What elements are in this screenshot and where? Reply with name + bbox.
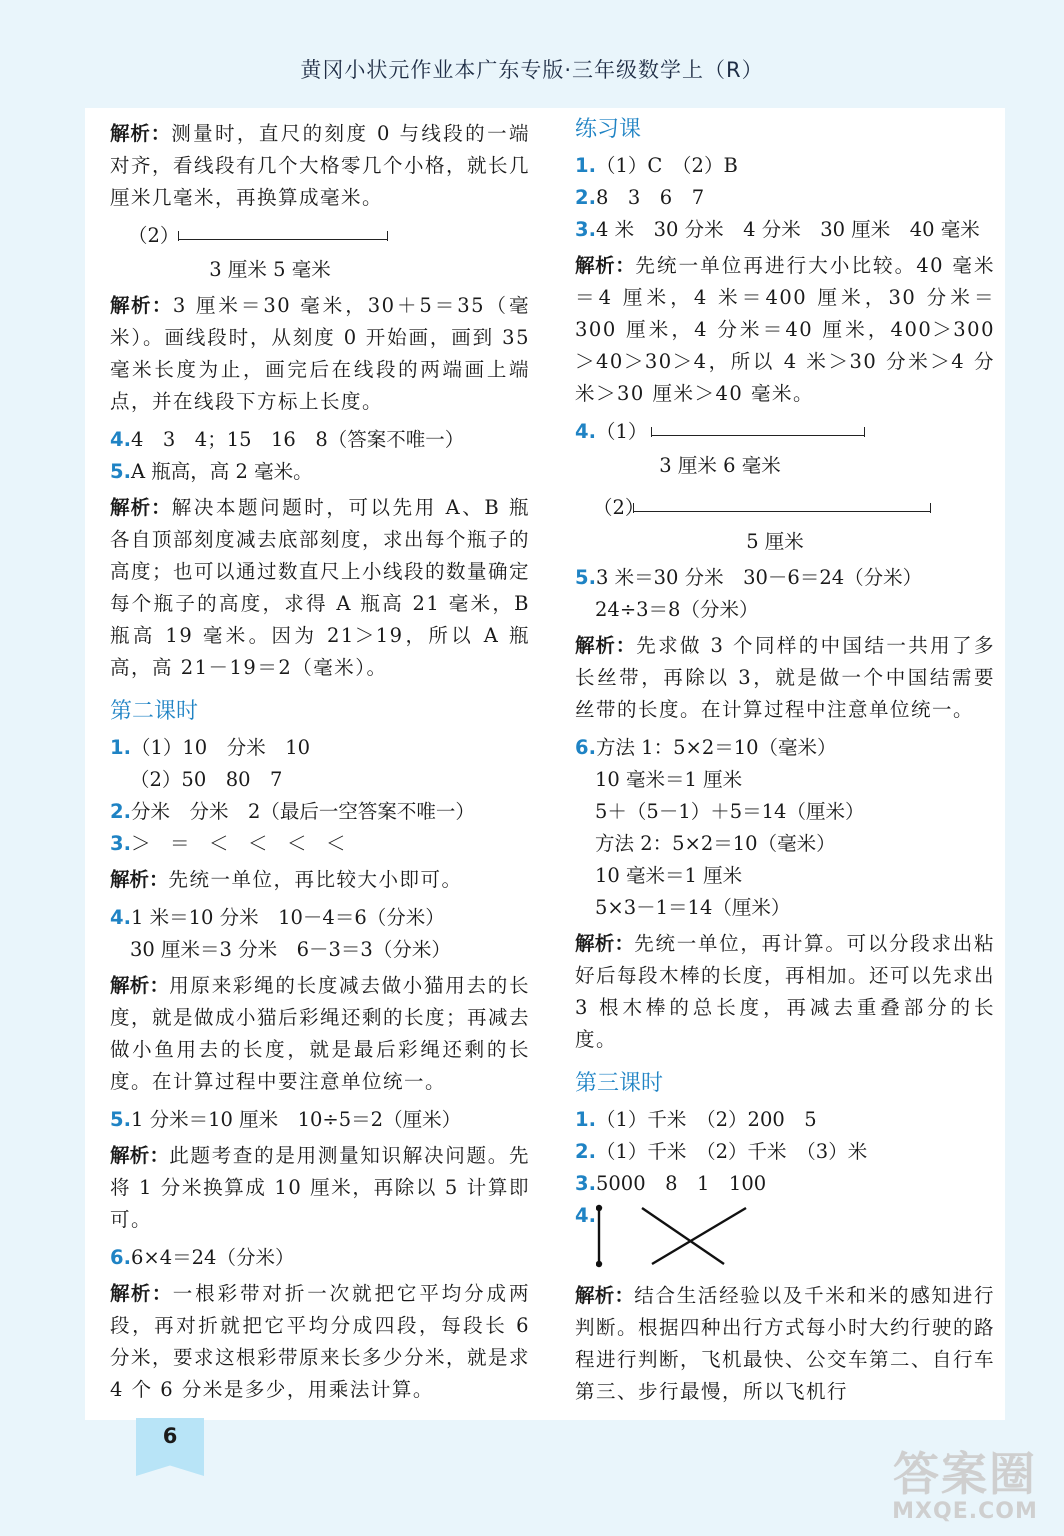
answer-item: [110, 424, 530, 456]
segment-drawing: [575, 492, 995, 524]
answer-item: [575, 562, 995, 594]
question-number: 2.: [575, 186, 596, 209]
question-number: 5.: [110, 1108, 131, 1131]
answer-text: 4 3 4；15 16 8（答案不唯一）: [130, 428, 465, 451]
answer-continuation: 30 厘米＝3 分米 6－3＝3（分米）: [130, 938, 451, 961]
question-number: 4.: [110, 428, 131, 451]
analysis-label: 解析：: [110, 868, 169, 891]
match-line-2: [642, 1208, 724, 1264]
analysis-paragraph: [575, 250, 995, 410]
question-number: 1.: [110, 736, 131, 759]
analysis-text: 用原来彩绳的长度减去做小猫用去的长度，就是做成小猫后彩绳还剩的长度；再减去做小鱼用去的长度，就是最后彩绳还剩的长度。在计算过程中要注意单位统一。: [110, 974, 531, 1093]
question-number: 3.: [575, 1172, 596, 1195]
answer-text: A 瓶高，高 2 毫米。: [130, 460, 313, 483]
question-number: 3.: [110, 832, 131, 855]
line-segment: [651, 425, 865, 439]
answer-continuation: 10 毫米＝1 厘米: [595, 864, 743, 887]
segment-caption: 3 厘米 5 毫米: [209, 258, 331, 281]
analysis-paragraph: [575, 630, 995, 726]
page-number: 6: [162, 1424, 178, 1448]
segment-drawing: [575, 416, 995, 448]
answer-item: [110, 732, 530, 764]
analysis-label: 解析：: [110, 1144, 170, 1167]
analysis-text: 结合生活经验以及千米和米的感知进行判断。根据四种出行方式每小时大约行驶的路程进行判断，飞机最快、公交车第二、自行车第三、步行最慢，所以飞机行: [575, 1284, 996, 1403]
segment-caption: 3 厘米 6 毫米: [659, 454, 781, 477]
answer-item: [110, 1242, 530, 1274]
question-number: 4.: [575, 420, 596, 443]
answer-text: 分米 分米 2（最后一空答案不唯一）: [130, 800, 475, 823]
answer-continuation: 5×3－1＝14（厘米）: [595, 896, 791, 919]
answer-item: [575, 150, 995, 182]
watermark-text: 答案圈: [893, 1447, 1037, 1501]
match-dot: [596, 1261, 602, 1267]
segment-label: （1）: [595, 420, 648, 443]
analysis-text: 先统一单位再进行大小比较。40 毫米＝4 厘米，4 米＝400 厘米，30 分米＝300 厘米，4 分米＝40 厘米，400＞300＞40＞30＞4，所以 4 米＞30 分米＞4 分米＞30 厘米＞40 毫米。: [575, 254, 995, 405]
analysis-paragraph: [110, 864, 530, 896]
segment-label: （2）: [128, 224, 180, 247]
analysis-text: 3 厘米＝30 毫米，30＋5＝35（毫米）。画线段时，从刻度 0 开始画，画到 35 毫米长度为止，画完后在线段的两端画上端点，并在线段下方标上长度。: [110, 294, 530, 413]
watermark-logo: [880, 1448, 1050, 1528]
match-line-3: [652, 1208, 746, 1264]
analysis-paragraph: [110, 1140, 530, 1236]
analysis-label: 解析：: [110, 122, 172, 145]
page-header-title: 黄冈小状元作业本广东专版·三年级数学上（R）: [300, 58, 764, 82]
analysis-label: 解析：: [575, 1284, 635, 1307]
question-number: 2.: [110, 800, 131, 823]
analysis-label: 解析：: [110, 1282, 173, 1305]
analysis-label: 解析：: [575, 634, 637, 657]
analysis-text: 一根彩带对折一次就把它平均分成两段，再对折就把它平均分成四段，每段长 6 分米，要求这根彩带原来长多少分米，就是求 4 个 6 分米是多少，用乘法计算。: [110, 1282, 531, 1401]
answer-continuation: 24÷3＝8（分米）: [595, 598, 759, 621]
answer-text: 5000 8 1 100: [595, 1172, 767, 1195]
answer-continuation: （2）50 80 7: [130, 768, 283, 791]
question-number: 4.: [575, 1204, 596, 1227]
answer-text: 6×4＝24（分米）: [130, 1246, 295, 1269]
watermark-url: MXQE.COM: [892, 1499, 1038, 1524]
section-heading: 练习课: [575, 117, 642, 142]
analysis-paragraph: [575, 1280, 995, 1408]
analysis-label: 解析：: [110, 496, 172, 519]
question-number: 6.: [110, 1246, 131, 1269]
question-number: 5.: [575, 566, 596, 589]
analysis-text: 先统一单位，再比较大小即可。: [168, 868, 463, 891]
answer-text: （1）C （2）B: [595, 154, 738, 177]
left-column: [110, 114, 530, 1412]
answer-item: [575, 214, 995, 246]
answer-item: [575, 1168, 995, 1200]
question-number: 1.: [575, 154, 596, 177]
right-column: [575, 114, 995, 1414]
section-heading: 第二课时: [110, 699, 199, 724]
analysis-text: 此题考查的是用测量知识解决问题。先将 1 分米换算成 10 厘米，再除以 5 计算即可。: [110, 1144, 530, 1231]
analysis-label: 解析：: [110, 974, 170, 997]
answer-text: 1 米＝10 分米 10－4＝6（分米）: [130, 906, 445, 929]
analysis-paragraph: [110, 118, 530, 214]
analysis-text: 先统一单位，再计算。可以分段求出粘好后每段木棒的长度，再相加。还可以先求出 3 根木棒的总长度，再减去重叠部分的长度。: [575, 932, 996, 1051]
answer-item: [110, 456, 530, 488]
answer-text: 3 米＝30 分米 30－6＝24（分米）: [595, 566, 923, 589]
analysis-text: 先求做 3 个同样的中国结一共用了多长丝带，再除以 3，就是做一个中国结需要丝带的长度。在计算过程中注意单位统一。: [575, 634, 995, 721]
segment-drawing: [110, 220, 530, 252]
segment-label: （2）: [593, 496, 645, 519]
answer-text: ＞ ＝ ＜ ＜ ＜ ＜: [130, 832, 346, 855]
question-number: 6.: [575, 736, 596, 759]
analysis-label: 解析：: [575, 254, 636, 277]
matching-answer: [575, 1200, 995, 1276]
question-number: 4.: [110, 906, 131, 929]
answer-text: 8 3 6 7: [595, 186, 705, 209]
analysis-text: 测量时，直尺的刻度 0 与线段的一端对齐，看线段有几个大格零几个小格，就长几厘米几毫米，再换算成毫米。: [110, 122, 531, 209]
answer-item: [575, 1136, 995, 1168]
answer-item: [110, 796, 530, 828]
answer-continuation: 10 毫米＝1 厘米: [595, 768, 743, 791]
question-number: 2.: [575, 1140, 596, 1163]
answer-item: [575, 732, 995, 764]
analysis-label: 解析：: [575, 932, 635, 955]
analysis-paragraph: [110, 290, 530, 418]
answer-item: [575, 182, 995, 214]
analysis-text: 解决本题问题时，可以先用 A、B 瓶各自顶部刻度减去底部刻度，求出每个瓶子的高度；也可以通过数直尺上小线段的数量确定每个瓶子的高度，求得 A 瓶高 21 毫米，B 瓶高 19 毫米。因为 21＞19，所以 A 瓶高，高 21－19＝2（毫米）。: [110, 496, 531, 679]
match-dot: [596, 1205, 602, 1211]
analysis-paragraph: [110, 492, 530, 684]
answer-text: （1）千米 （2）千米 （3）米: [595, 1140, 868, 1163]
answer-text: 4 米 30 分米 4 分米 30 厘米 40 毫米: [595, 218, 980, 241]
question-number: 1.: [575, 1108, 596, 1131]
analysis-paragraph: [110, 1278, 530, 1406]
analysis-paragraph: [575, 928, 995, 1056]
segment-caption: 5 厘米: [746, 530, 804, 553]
question-number: 3.: [575, 218, 596, 241]
answer-item: [575, 1104, 995, 1136]
answer-item: [110, 902, 530, 934]
answer-continuation: 方法 2：5×2＝10（毫米）: [595, 832, 836, 855]
section-heading: 第三课时: [575, 1071, 664, 1096]
answer-continuation: 5＋（5－1）＋5＝14（厘米）: [595, 800, 865, 823]
analysis-label: 解析：: [110, 294, 173, 317]
matching-lines-diagram: [596, 1204, 766, 1268]
answer-text: （1）千米 （2）200 5: [595, 1108, 817, 1131]
answer-text: 1 分米＝10 厘米 10÷5＝2（厘米）: [130, 1108, 462, 1131]
answer-text: （1）10 分米 10: [130, 736, 311, 759]
line-segment: [178, 229, 388, 243]
answer-item: [110, 828, 530, 860]
analysis-paragraph: [110, 970, 530, 1098]
answer-text: 方法 1：5×2＝10（毫米）: [595, 736, 837, 759]
line-segment: [633, 501, 931, 515]
question-number: 5.: [110, 460, 131, 483]
answer-item: [110, 1104, 530, 1136]
